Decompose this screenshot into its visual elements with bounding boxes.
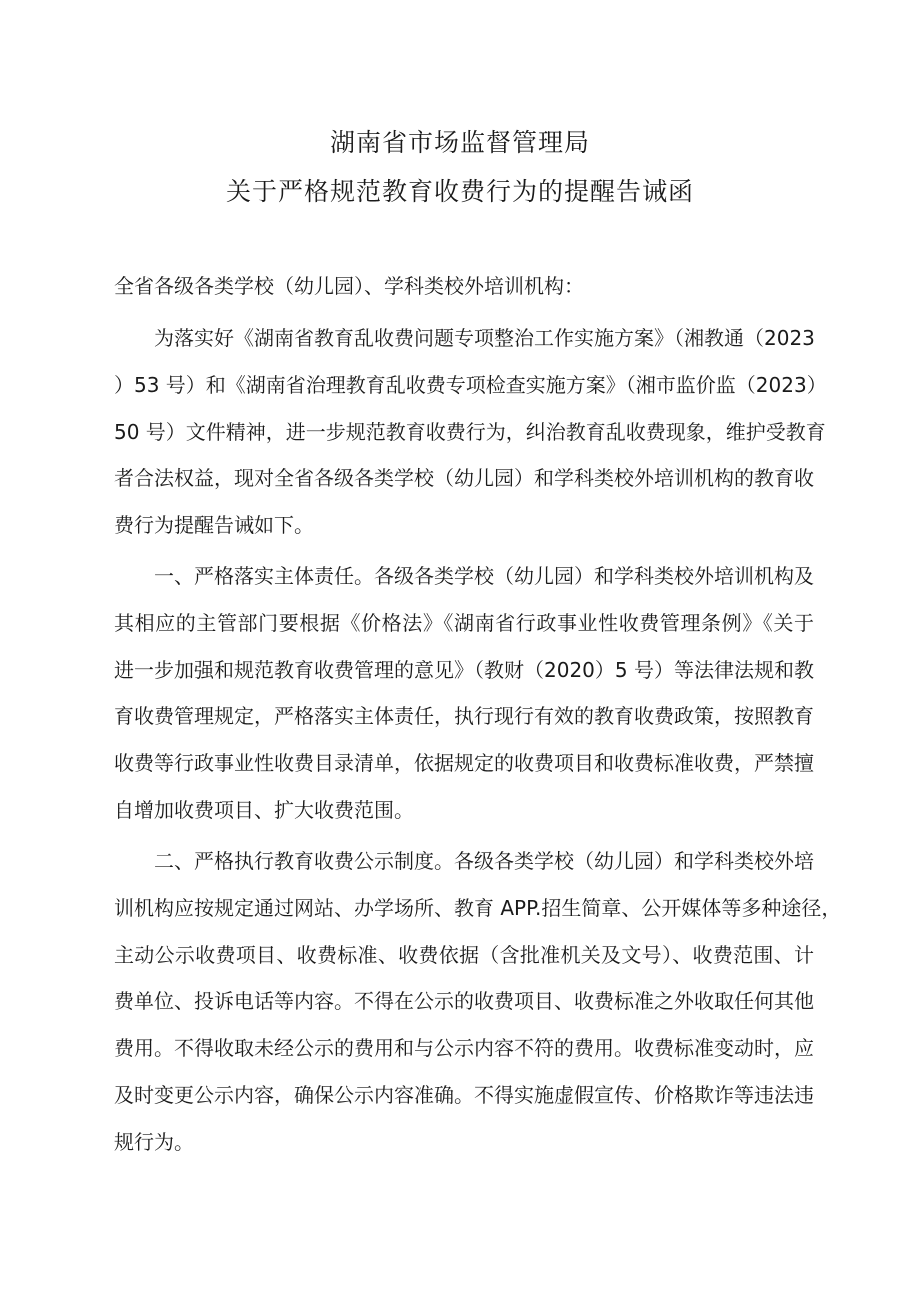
paragraph-intro: [114, 315, 827, 549]
paragraph-line: 训机构应按规定通过网站、办学场所、教育 APP.招生简章、公开媒体等多种途径，: [114, 895, 842, 920]
paragraph-line: 50 号）文件精神，进一步规范教育收费行为，纠治教育乱收费现象，维护受教育: [114, 419, 826, 444]
paragraph-line: 收费等行政事业性收费目录清单，依据规定的收费项目和收费标准收费，严禁擅: [114, 751, 814, 776]
paragraph-line: 育收费管理规定，严格落实主体责任，执行现行有效的教育收费政策，按照教育: [114, 704, 814, 729]
paragraph-line: 为落实好《湖南省教育乱收费问题专项整治工作实施方案》（湘教通（2023: [154, 326, 815, 350]
paragraph-line: 者合法权益，现对全省各级各类学校（幼儿园）和学科类校外培训机构的教育收: [114, 466, 814, 491]
paragraph-line: 规行为。: [114, 1129, 194, 1154]
document-title-issuer: 湖南省市场监督管理局: [329, 128, 590, 157]
paragraph-line: 费用。不得收取未经公示的费用和与公示内容不符的费用。收费标准变动时，应: [114, 1036, 814, 1061]
paragraph-line: 一、严格落实主体责任。各级各类学校（幼儿园）和学科类校外培训机构及: [154, 564, 814, 588]
paragraph-line: 其相应的主管部门要根据《价格法》《湖南省行政事业性收费管理条例》《关于: [114, 610, 814, 635]
paragraph-line: 费单位、投诉电话等内容。不得在公示的收费项目、收费标准之外收取任何其他: [114, 989, 814, 1014]
document-title-subject: 关于严格规范教育收费行为的提醒告诫函: [225, 177, 694, 206]
paragraph-line: 进一步加强和规范教育收费管理的意见》（教财（2020）5 号）等法律法规和教: [114, 657, 814, 682]
paragraph-section-2: [114, 838, 842, 1166]
paragraph-line: 主动公示收费项目、收费标准、收费依据（含批准机关及文号）、收费范围、计: [114, 942, 814, 967]
paragraph-line: 及时变更公示内容，确保公示内容准确。不得实施虚假宣传、价格欺诈等违法违: [114, 1082, 814, 1107]
paragraph-section-1: [114, 553, 814, 834]
paragraph-line: 二、严格执行教育收费公示制度。各级各类学校（幼儿园）和学科类校外培: [154, 849, 814, 873]
paragraph-line: 费行为提醒告诫如下。: [114, 513, 314, 538]
paragraph-line: ）53 号）和《湖南省治理教育乱收费专项检查实施方案》（湘市监价监（2023）: [114, 372, 827, 397]
paragraph-line: 自增加收费项目、扩大收费范围。: [114, 797, 414, 822]
salutation: 全省各级各类学校（幼儿园）、学科类校外培训机构：: [114, 274, 584, 298]
